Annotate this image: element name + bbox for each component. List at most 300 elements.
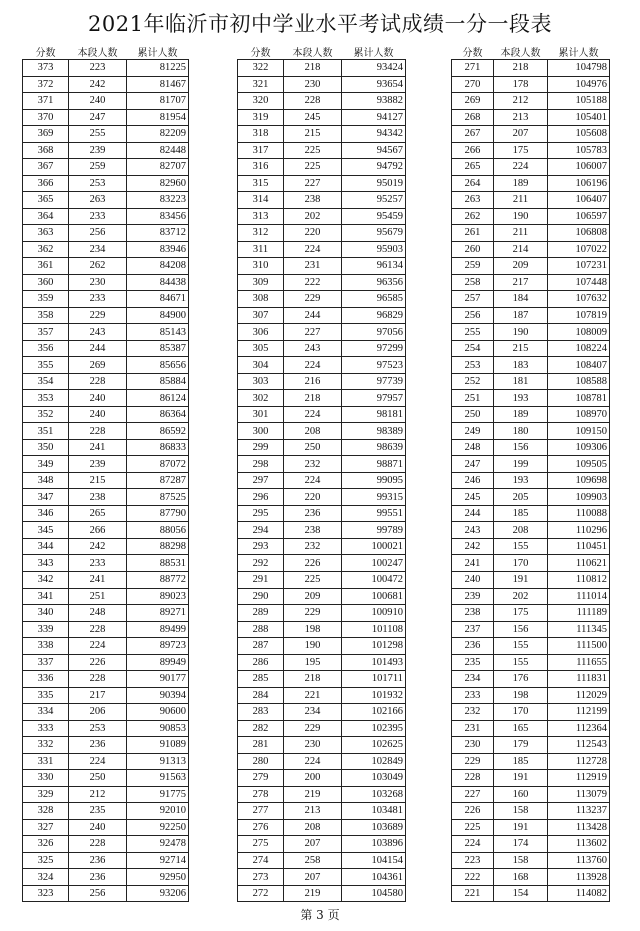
score-cell: 282 (238, 720, 284, 737)
score-cell: 262 (452, 208, 494, 225)
segment-count-cell: 240 (69, 93, 127, 110)
score-cell: 358 (23, 307, 69, 324)
segment-count-cell: 228 (69, 621, 127, 638)
table-row (452, 126, 610, 143)
cumulative-count-cell: 90853 (127, 720, 189, 737)
segment-count-cell: 224 (284, 357, 342, 374)
segment-count-cell: 236 (69, 869, 127, 886)
segment-count-cell: 212 (494, 93, 548, 110)
table-row (238, 142, 406, 159)
segment-count-cell: 191 (494, 770, 548, 787)
score-cell: 278 (238, 786, 284, 803)
cumulative-count-cell: 100021 (342, 538, 406, 555)
score-cell: 342 (23, 571, 69, 588)
table-row (238, 373, 406, 390)
segment-count-cell: 224 (284, 406, 342, 423)
cumulative-count-cell: 106597 (548, 208, 610, 225)
table-row (238, 538, 406, 555)
cumulative-count-cell: 109150 (548, 423, 610, 440)
table-row (452, 770, 610, 787)
cumulative-count-cell: 100910 (342, 605, 406, 622)
cumulative-count-cell: 99551 (342, 505, 406, 522)
segment-count-cell: 229 (284, 291, 342, 308)
segment-count-cell: 214 (494, 241, 548, 258)
table-row (238, 159, 406, 176)
cumulative-count-cell: 100681 (342, 588, 406, 605)
cumulative-count-cell: 109903 (548, 489, 610, 506)
score-cell: 371 (23, 93, 69, 110)
table-row (23, 638, 189, 655)
segment-count-cell: 230 (284, 76, 342, 93)
segment-count-cell: 175 (494, 142, 548, 159)
segment-count-cell: 193 (494, 390, 548, 407)
segment-count-cell: 228 (284, 93, 342, 110)
score-cell: 247 (452, 456, 494, 473)
segment-count-cell: 255 (69, 126, 127, 143)
segment-count-cell: 170 (494, 704, 548, 721)
score-cell: 319 (238, 109, 284, 126)
table-row (23, 390, 189, 407)
cumulative-count-cell: 94127 (342, 109, 406, 126)
segment-count-cell: 158 (494, 803, 548, 820)
segment-count-cell: 232 (284, 538, 342, 555)
table-row (238, 126, 406, 143)
segment-count-cell: 228 (69, 836, 127, 853)
segment-count-cell: 253 (69, 720, 127, 737)
page-number: 第 3 页 (300, 908, 340, 922)
segment-count-cell: 191 (494, 819, 548, 836)
table-row (23, 60, 189, 77)
score-cell: 315 (238, 175, 284, 192)
segment-count-cell: 220 (284, 225, 342, 242)
score-cell: 235 (452, 654, 494, 671)
table-row (452, 76, 610, 93)
segment-count-cell: 208 (494, 522, 548, 539)
score-cell: 240 (452, 571, 494, 588)
table-row (23, 456, 189, 473)
cumulative-count-cell: 87072 (127, 456, 189, 473)
table-row (238, 621, 406, 638)
segment-count-cell: 223 (69, 60, 127, 77)
segment-count-cell: 211 (494, 225, 548, 242)
table-row (23, 291, 189, 308)
cumulative-count-cell: 95257 (342, 192, 406, 209)
cumulative-count-cell: 92250 (127, 819, 189, 836)
score-cell: 259 (452, 258, 494, 275)
cumulative-count-cell: 103049 (342, 770, 406, 787)
cumulative-count-cell: 97957 (342, 390, 406, 407)
segment-count-cell: 225 (284, 571, 342, 588)
cumulative-count-cell: 91313 (127, 753, 189, 770)
segment-count-cell: 236 (69, 852, 127, 869)
table-row (238, 720, 406, 737)
segment-count-cell: 227 (284, 175, 342, 192)
cumulative-count-cell: 104798 (548, 60, 610, 77)
cumulative-count-cell: 109306 (548, 439, 610, 456)
cumulative-count-cell: 86592 (127, 423, 189, 440)
score-cell: 338 (23, 638, 69, 655)
table-row (23, 241, 189, 258)
table-row (452, 621, 610, 638)
table-row (238, 241, 406, 258)
score-cell: 321 (238, 76, 284, 93)
cumulative-count-cell: 112199 (548, 704, 610, 721)
segment-count-cell: 211 (494, 192, 548, 209)
table-row (238, 869, 406, 886)
score-cell: 368 (23, 142, 69, 159)
score-cell: 332 (23, 737, 69, 754)
cumulative-count-cell: 85143 (127, 324, 189, 341)
segment-count-cell: 240 (69, 819, 127, 836)
cumulative-count-cell: 110296 (548, 522, 610, 539)
table-row (23, 439, 189, 456)
table-row (238, 605, 406, 622)
segment-count-cell: 241 (69, 439, 127, 456)
cumulative-count-cell: 113079 (548, 786, 610, 803)
cumulative-count-cell: 83946 (127, 241, 189, 258)
score-cell: 325 (23, 852, 69, 869)
score-cell: 264 (452, 175, 494, 192)
table-row (452, 720, 610, 737)
segment-count-cell: 225 (284, 159, 342, 176)
cumulative-count-cell: 89723 (127, 638, 189, 655)
table-row (23, 803, 189, 820)
cumulative-count-cell: 97523 (342, 357, 406, 374)
table-row (452, 737, 610, 754)
table-row (238, 836, 406, 853)
cumulative-count-cell: 90394 (127, 687, 189, 704)
cumulative-count-cell: 87525 (127, 489, 189, 506)
segment-count-cell: 176 (494, 671, 548, 688)
score-cell: 277 (238, 803, 284, 820)
table-row (238, 803, 406, 820)
cumulative-count-cell: 99095 (342, 472, 406, 489)
table-row (23, 555, 189, 572)
score-cell: 239 (452, 588, 494, 605)
table-row (23, 76, 189, 93)
segment-count-cell: 238 (69, 489, 127, 506)
table-row (23, 836, 189, 853)
segment-count-cell: 229 (69, 307, 127, 324)
score-cell: 260 (452, 241, 494, 258)
cumulative-count-cell: 103896 (342, 836, 406, 853)
score-cell: 233 (452, 687, 494, 704)
cumulative-count-cell: 96829 (342, 307, 406, 324)
table-row (238, 704, 406, 721)
cumulative-count-cell: 102849 (342, 753, 406, 770)
table-row (23, 423, 189, 440)
table-row (23, 324, 189, 341)
table-row (452, 786, 610, 803)
cumulative-count-cell: 110451 (548, 538, 610, 555)
table-row (452, 60, 610, 77)
segment-count-cell: 209 (284, 588, 342, 605)
cumulative-count-cell: 82209 (127, 126, 189, 143)
segment-count-cell: 215 (494, 340, 548, 357)
table-row (238, 324, 406, 341)
segment-count-cell: 158 (494, 852, 548, 869)
cumulative-count-cell: 113760 (548, 852, 610, 869)
cumulative-count-cell: 89023 (127, 588, 189, 605)
segment-count-cell: 233 (69, 208, 127, 225)
table-row (452, 522, 610, 539)
table-row (23, 737, 189, 754)
table-row (23, 472, 189, 489)
cumulative-count-cell: 95459 (342, 208, 406, 225)
segment-count-cell: 232 (284, 456, 342, 473)
segment-count-cell: 209 (494, 258, 548, 275)
cumulative-count-cell: 110812 (548, 571, 610, 588)
cumulative-count-cell: 107231 (548, 258, 610, 275)
header-segment-count: 本段人数 (77, 48, 118, 59)
score-cell: 293 (238, 538, 284, 555)
table-row (238, 60, 406, 77)
segment-count-cell: 155 (494, 654, 548, 671)
cumulative-count-cell: 104361 (342, 869, 406, 886)
cumulative-count-cell: 93206 (127, 885, 189, 902)
segment-count-cell: 198 (284, 621, 342, 638)
cumulative-count-cell: 109505 (548, 456, 610, 473)
score-cell: 304 (238, 357, 284, 374)
segment-count-cell: 244 (284, 307, 342, 324)
score-cell: 253 (452, 357, 494, 374)
table-row (452, 803, 610, 820)
segment-count-cell: 216 (284, 373, 342, 390)
segment-count-cell: 236 (69, 737, 127, 754)
score-cell: 244 (452, 505, 494, 522)
table-row (23, 373, 189, 390)
segment-count-cell: 238 (284, 192, 342, 209)
score-cell: 373 (23, 60, 69, 77)
table-row (238, 588, 406, 605)
table-row (238, 819, 406, 836)
table-row (23, 93, 189, 110)
score-cell: 242 (452, 538, 494, 555)
table-row (23, 258, 189, 275)
table-row (452, 406, 610, 423)
cumulative-count-cell: 93654 (342, 76, 406, 93)
table-row (452, 869, 610, 886)
segment-count-cell: 155 (494, 538, 548, 555)
table-row (452, 93, 610, 110)
score-cell: 251 (452, 390, 494, 407)
segment-count-cell: 212 (69, 786, 127, 803)
table-row (238, 522, 406, 539)
score-cell: 261 (452, 225, 494, 242)
table-row (23, 175, 189, 192)
score-cell: 224 (452, 836, 494, 853)
score-cell: 337 (23, 654, 69, 671)
table-row (238, 406, 406, 423)
segment-count-cell: 180 (494, 423, 548, 440)
table-row (238, 852, 406, 869)
table-row (452, 423, 610, 440)
segment-count-cell: 218 (284, 671, 342, 688)
cumulative-count-cell: 97056 (342, 324, 406, 341)
cumulative-count-cell: 99315 (342, 489, 406, 506)
score-cell: 313 (238, 208, 284, 225)
segment-count-cell: 245 (284, 109, 342, 126)
cumulative-count-cell: 110621 (548, 555, 610, 572)
segment-count-cell: 242 (69, 538, 127, 555)
cumulative-count-cell: 108224 (548, 340, 610, 357)
score-cell: 366 (23, 175, 69, 192)
segment-count-cell: 218 (494, 60, 548, 77)
cumulative-count-cell: 104154 (342, 852, 406, 869)
score-cell: 268 (452, 109, 494, 126)
segment-count-cell: 228 (69, 373, 127, 390)
score-cell: 355 (23, 357, 69, 374)
score-cell: 331 (23, 753, 69, 770)
cumulative-count-cell: 82448 (127, 142, 189, 159)
score-table-column-3 (451, 44, 610, 902)
score-cell: 307 (238, 307, 284, 324)
score-cell: 265 (452, 159, 494, 176)
cumulative-count-cell: 108781 (548, 390, 610, 407)
score-cell: 301 (238, 406, 284, 423)
table-row (452, 439, 610, 456)
cumulative-count-cell: 101493 (342, 654, 406, 671)
cumulative-count-cell: 102395 (342, 720, 406, 737)
table-row (238, 505, 406, 522)
segment-count-cell: 224 (69, 753, 127, 770)
score-cell: 255 (452, 324, 494, 341)
score-cell: 258 (452, 274, 494, 291)
table-row (452, 175, 610, 192)
table-row (23, 885, 189, 902)
score-cell: 310 (238, 258, 284, 275)
cumulative-count-cell: 95903 (342, 241, 406, 258)
score-cell: 263 (452, 192, 494, 209)
segment-count-cell: 187 (494, 307, 548, 324)
table-row (23, 307, 189, 324)
score-cell: 345 (23, 522, 69, 539)
segment-count-cell: 224 (284, 241, 342, 258)
score-cell: 348 (23, 472, 69, 489)
table-row (238, 489, 406, 506)
score-cell: 343 (23, 555, 69, 572)
score-cell: 361 (23, 258, 69, 275)
table-row (452, 192, 610, 209)
segment-count-cell: 190 (284, 638, 342, 655)
score-cell: 363 (23, 225, 69, 242)
cumulative-count-cell: 112364 (548, 720, 610, 737)
table-row (452, 258, 610, 275)
score-cell: 322 (238, 60, 284, 77)
segment-count-cell: 221 (284, 687, 342, 704)
cumulative-count-cell: 107819 (548, 307, 610, 324)
segment-count-cell: 242 (69, 76, 127, 93)
segment-count-cell: 236 (284, 505, 342, 522)
cumulative-count-cell: 94792 (342, 159, 406, 176)
segment-count-cell: 239 (69, 142, 127, 159)
score-cell: 249 (452, 423, 494, 440)
segment-count-cell: 189 (494, 175, 548, 192)
table-row (452, 836, 610, 853)
segment-count-cell: 207 (284, 836, 342, 853)
cumulative-count-cell: 111500 (548, 638, 610, 655)
score-cell: 335 (23, 687, 69, 704)
score-cell: 302 (238, 390, 284, 407)
cumulative-count-cell: 103689 (342, 819, 406, 836)
score-cell: 229 (452, 753, 494, 770)
cumulative-count-cell: 106407 (548, 192, 610, 209)
cumulative-count-cell: 90600 (127, 704, 189, 721)
score-cell: 248 (452, 439, 494, 456)
cumulative-count-cell: 106196 (548, 175, 610, 192)
table-row (452, 852, 610, 869)
score-cell: 228 (452, 770, 494, 787)
cumulative-count-cell: 88531 (127, 555, 189, 572)
table-row (23, 753, 189, 770)
segment-count-cell: 224 (284, 753, 342, 770)
score-cell: 267 (452, 126, 494, 143)
segment-count-cell: 208 (284, 423, 342, 440)
table-row (452, 390, 610, 407)
score-cell: 300 (238, 423, 284, 440)
score-cell: 291 (238, 571, 284, 588)
segment-count-cell: 185 (494, 753, 548, 770)
segment-count-cell: 241 (69, 571, 127, 588)
segment-count-cell: 240 (69, 390, 127, 407)
cumulative-count-cell: 85656 (127, 357, 189, 374)
segment-count-cell: 235 (69, 803, 127, 820)
segment-count-cell: 265 (69, 505, 127, 522)
segment-count-cell: 240 (69, 406, 127, 423)
cumulative-count-cell: 91089 (127, 737, 189, 754)
score-cell: 323 (23, 885, 69, 902)
cumulative-count-cell: 96585 (342, 291, 406, 308)
segment-count-cell: 202 (284, 208, 342, 225)
score-cell: 352 (23, 406, 69, 423)
cumulative-count-cell: 101932 (342, 687, 406, 704)
cumulative-count-cell: 106007 (548, 159, 610, 176)
segment-count-cell: 206 (69, 704, 127, 721)
cumulative-count-cell: 87287 (127, 472, 189, 489)
table-row (238, 770, 406, 787)
score-cell: 284 (238, 687, 284, 704)
cumulative-count-cell: 104976 (548, 76, 610, 93)
segment-count-cell: 179 (494, 737, 548, 754)
segment-count-cell: 244 (69, 340, 127, 357)
cumulative-count-cell: 103268 (342, 786, 406, 803)
score-cell: 362 (23, 241, 69, 258)
segment-count-cell: 230 (69, 274, 127, 291)
cumulative-count-cell: 109698 (548, 472, 610, 489)
segment-count-cell: 175 (494, 605, 548, 622)
cumulative-count-cell: 99789 (342, 522, 406, 539)
segment-count-cell: 217 (494, 274, 548, 291)
segment-count-cell: 199 (494, 456, 548, 473)
segment-count-cell: 170 (494, 555, 548, 572)
score-cell: 359 (23, 291, 69, 308)
table-row (238, 472, 406, 489)
table-row (23, 571, 189, 588)
table-row (23, 819, 189, 836)
segment-count-cell: 195 (284, 654, 342, 671)
cumulative-count-cell: 112029 (548, 687, 610, 704)
table-row (238, 340, 406, 357)
score-cell: 274 (238, 852, 284, 869)
segment-count-cell: 262 (69, 258, 127, 275)
cumulative-count-cell: 97739 (342, 373, 406, 390)
segment-count-cell: 193 (494, 472, 548, 489)
table-row (452, 225, 610, 242)
table-row (452, 638, 610, 655)
segment-count-cell: 215 (69, 472, 127, 489)
score-cell: 257 (452, 291, 494, 308)
segment-count-cell: 213 (494, 109, 548, 126)
